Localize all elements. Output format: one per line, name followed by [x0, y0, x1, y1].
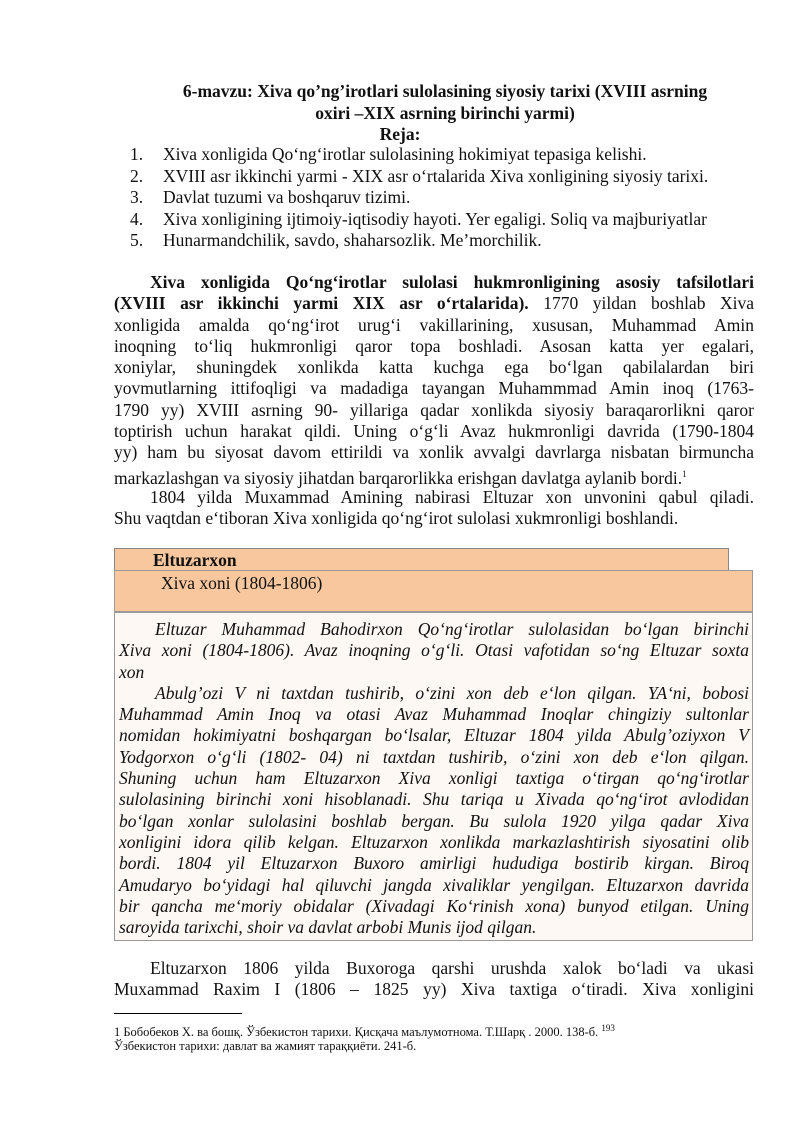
plan-list	[130, 144, 708, 252]
footnote-1: 1 Бобобеков Х. ва бошқ. Ўзбекистон тарихи. Қисқача маълумотнома. Т.Шарқ . 2000. 138-б. $^{193}$	[114, 1023, 615, 1040]
ruler-box-heading: Eltuzarxon	[114, 548, 729, 572]
page-title	[130, 80, 760, 124]
footnote-marker: 1	[682, 468, 687, 479]
plan-item: 1. Xiva xonligida Qoʻngʻirotlar sulolasining hokimiyat tepasiga kelishi.	[130, 144, 647, 164]
section-1-paragraph: Xiva xonligida Qoʻngʻirotlar sulolasi hukmronligining asosiy tafsilotlari (XVIII asr ikkinchi yarmi XIX asr oʻrtalarida). 1770 yildan boshlab Xiva xonligida amalda qoʻngʻirot urugʻi vakillarining, xususan, Muhammad Amin inoqning toʻliq hukmronligi qaror topa boshladi. Asosan katta yer egalari, xoniylar, shuningdek xonlikda katta kuchga ega boʻlgan qabilalardan biri yovmutlarning ittifoqligi va madadiga tayangan Muhammmad Amin inoq (1763- 1790 yy) XVIII asrning 90- yillariga qadar xonlikda siyosiy baraqarorlikni qaror toptirish uchun harakat qildi. Uning oʻgʻli Avaz hukmronligi davrida (1790-1804 yy) ham bu siyosat davom ettirildi va xonlik avvalgi davrlarga nisbatan birmuncha markazlashgan va siyosiy jihatdan barqarorlikka erishgan davlatga aylanib bordi.$^1$	[114, 272, 754, 488]
plan-item: 5. Hunarmandchilik, savdo, shaharsozlik. Me’morchilik.	[130, 230, 542, 250]
plan-item: 4. Xiva xonligining ijtimoiy-iqtisodiy hayoti. Yer egaligi. Soliq va majburiyatlar	[130, 208, 707, 229]
plan-item: 2. XVIII asr ikkinchi yarmi - XIX asr oʻrtalarida Xiva xonligining siyosiy tarixi.	[130, 165, 709, 186]
footnote-divider	[114, 1013, 242, 1014]
footnote-2: Ўзбекистон тарихи: давлат ва жамият тараққиёти. 241-б.	[114, 1039, 417, 1053]
plan-heading: Reja:	[379, 124, 421, 144]
title-line-1: 6-mavzu: Xiva qo’ng’irotlari sulolasining siyosiy tarixi (XVIII asrning	[182, 81, 708, 101]
section-2-paragraph: 1804 yilda Muxammad Amining nabirasi Eltuzar xon unvonini qabul qiladi. Shu vaqtdan eʻtiboran Xiva xonligida qoʻngʻirot sulolasi xukmronligi boshlandi.	[114, 487, 754, 529]
plan-item: 3. Davlat tuzumi va boshqaruv tizimi.	[130, 187, 411, 207]
ruler-box-body: Eltuzar Muhammad Bahodirxon Qoʻngʻirotlar sulolasidan boʻlgan birinchi Xiva xoni (1804-1806). Avaz inoqning oʻgʻli. Otasi vafotidan soʻng Eltuzar soxta xon Abulgʼozi V ni taxtdan tushirib, oʻzini xon deb eʻlon qilgan. YAʻni, bobosi Muhammad Amin Inoq va otasi Avaz Muhammad Inoqlar chingiziy sultonlar nomidan hokimiyatni boshqargan boʻlsalar, Eltuzar 1804 yilda Abulg’oziyxon V Yodgorxon oʻgʻli (1802- 04) ni taxtdan tushirib, oʻzini xon deb eʻlon qilgan. Shuning uchun ham Eltuzarxon Xiva xonligi taxtiga oʻtirgan qoʻngʻirotlar sulolasining birinchi xoni hisoblanadi. Shu tariqa u Xivada qoʻngʻirot avlodidan boʻlgan xonlar sulolasini boshlab bergan. Bu sulola 1920 yilga qadar Xiva xonligini idora qilib kelgan. Eltuzarxon xonlikda markazlashtirish siyosatini olib bordi. 1804 yil Eltuzarxon Buxoro amirligi hududiga bostirib kirgan. Biroq Amudaryo boʻyidagi hal qiluvchi jangda xivaliklar yengilgan. Eltuzarxon davrida bir qancha meʻmoriy obidalar (Xivadagi Koʻrinish xona) bunyod etilgan. Uning saroyida tarixchi, shoir va davlat arbobi Munis ijod qilgan.	[114, 612, 753, 941]
title-line-2: oxiri –XIX asrning birinchi yarmi)	[315, 103, 575, 123]
section-3-paragraph: Eltuzarxon 1806 yilda Buxoroga qarshi urushda xalok boʻladi va ukasi Muxammad Raxim I (1806 – 1825 yy) Xiva taxtiga oʻtiradi. Xiva xonligini	[114, 958, 754, 1000]
ruler-box-subheading: Xiva xoni (1804-1806)	[114, 570, 753, 612]
section-1-heading-line-1: Xiva xonligida Qoʻngʻirotlar sulolasi hukmronligining asosiy tafsilotlari	[150, 272, 754, 292]
section-1-heading-line-2: (XVIII asr ikkinchi yarmi XIX asr oʻrtalarida).	[114, 293, 529, 314]
